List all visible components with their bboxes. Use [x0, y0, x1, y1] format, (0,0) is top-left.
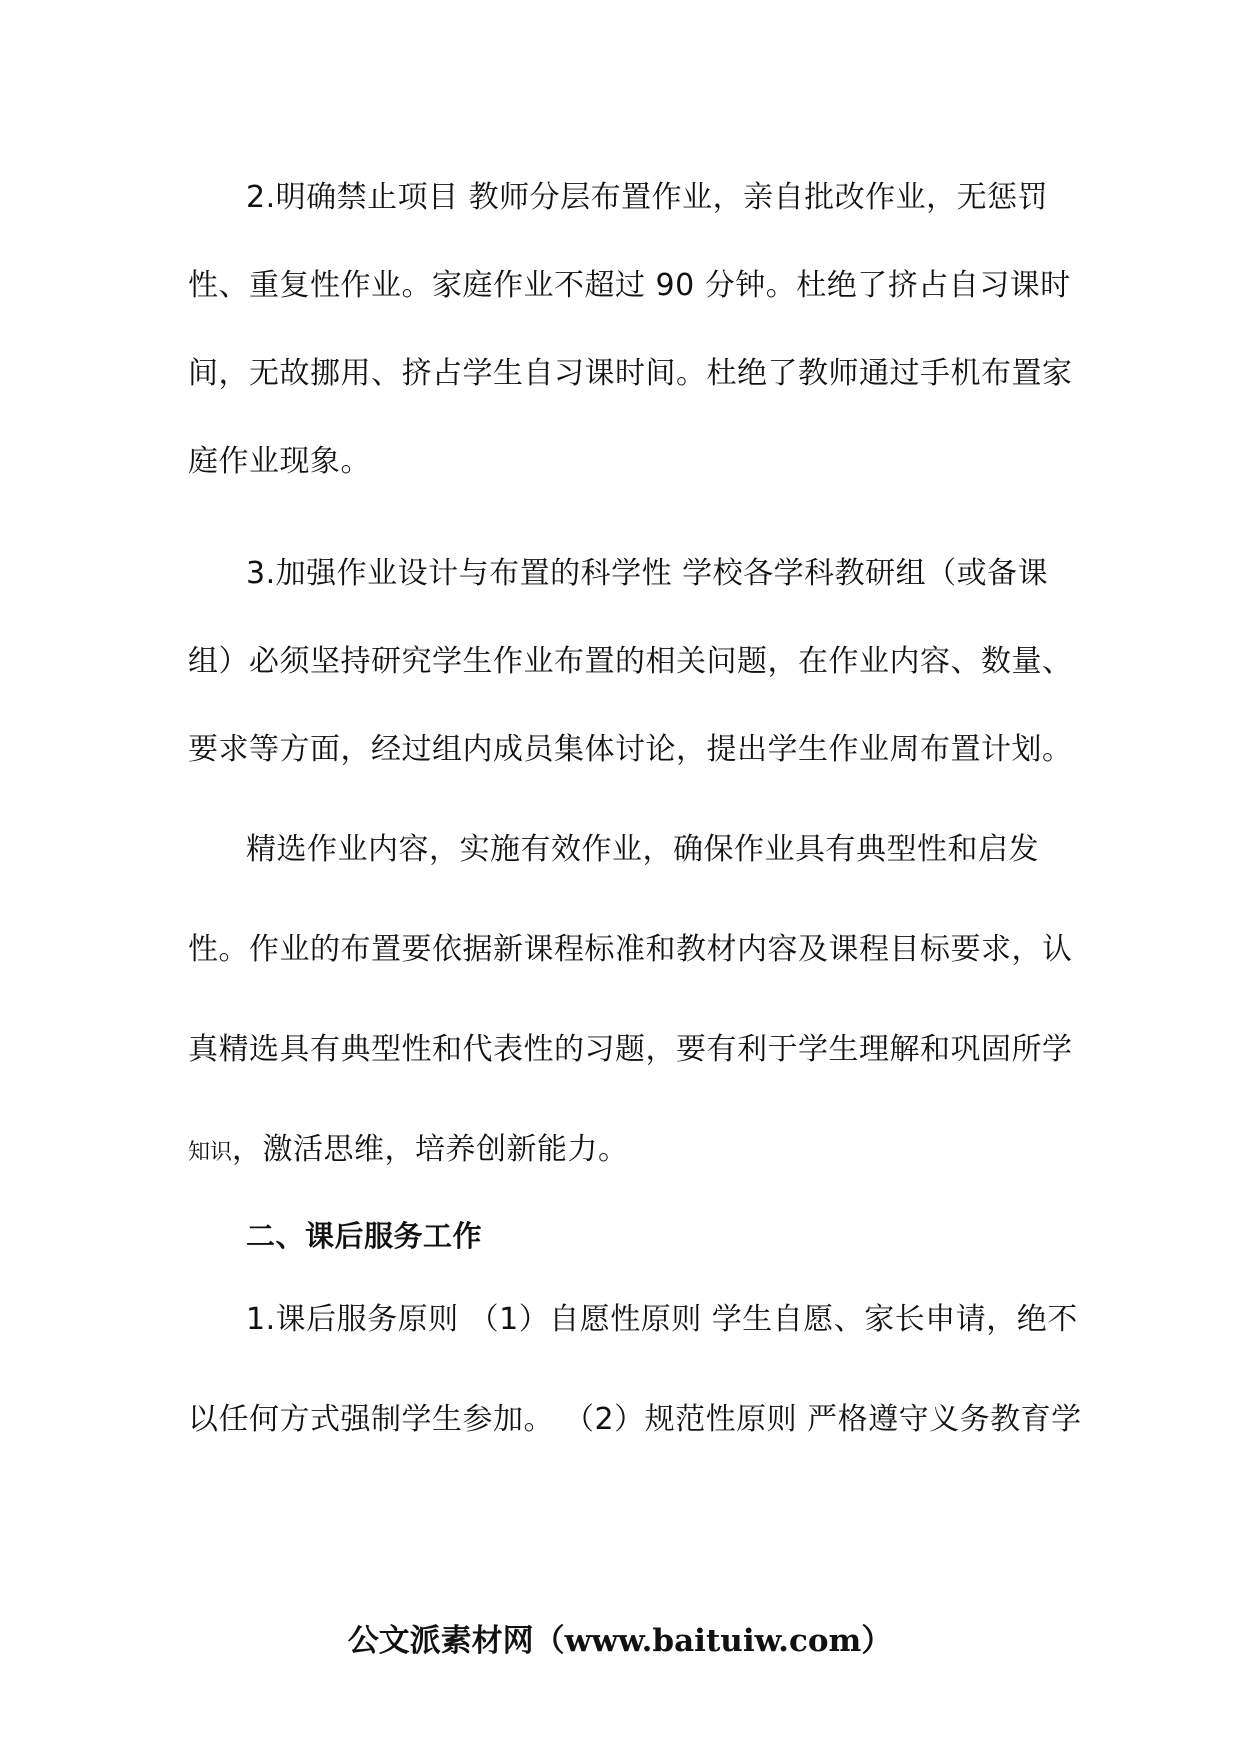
- section-heading: 二、课后服务工作: [246, 1219, 483, 1253]
- paragraph-line: 要求等方面，经过组内成员集体讨论，提出学生作业周布置计划。: [188, 732, 1073, 767]
- paragraph-line: 间，无故挪用、挤占学生自习课时间。杜绝了教师通过手机布置家: [188, 356, 1073, 391]
- paragraph-line: 2.明确禁止项目 教师分层布置作业，亲自批改作业，无惩罚: [246, 180, 1049, 215]
- paragraph-line: 组）必须坚持研究学生作业布置的相关问题，在作业内容、数量、: [188, 644, 1073, 679]
- paragraph-line: 性、重复性作业。家庭作业不超过 90 分钟。杜绝了挤占自习课时: [188, 268, 1071, 303]
- paragraph-line: 庭作业现象。: [188, 444, 371, 479]
- paragraph-line: 3.加强作业设计与布置的科学性 学校各学科教研组（或备课: [246, 556, 1049, 591]
- paragraph-line: 真精选具有典型性和代表性的习题，要有利于学生理解和巩固所学: [188, 1032, 1073, 1067]
- paragraph-line: 性。作业的布置要依据新课程标准和教材内容及课程目标要求，认: [188, 932, 1073, 967]
- footer-watermark: 公文派素材网（www.baituiw.com）: [347, 1623, 893, 1659]
- paragraph-line: [188, 1130, 629, 1173]
- paragraph-fragment: 知识: [188, 1140, 233, 1165]
- paragraph-line: 精选作业内容，实施有效作业，确保作业具有典型性和启发: [246, 832, 1039, 867]
- paragraph-line: 1.课后服务原则 （1）自愿性原则 学生自愿、家长申请，绝不: [246, 1302, 1078, 1337]
- paragraph-line: 以任何方式强制学生参加。 （2）规范性原则 严格遵守义务教育学: [188, 1402, 1082, 1437]
- paragraph-fragment: ，激活思维，培养创新能力。: [232, 1132, 629, 1167]
